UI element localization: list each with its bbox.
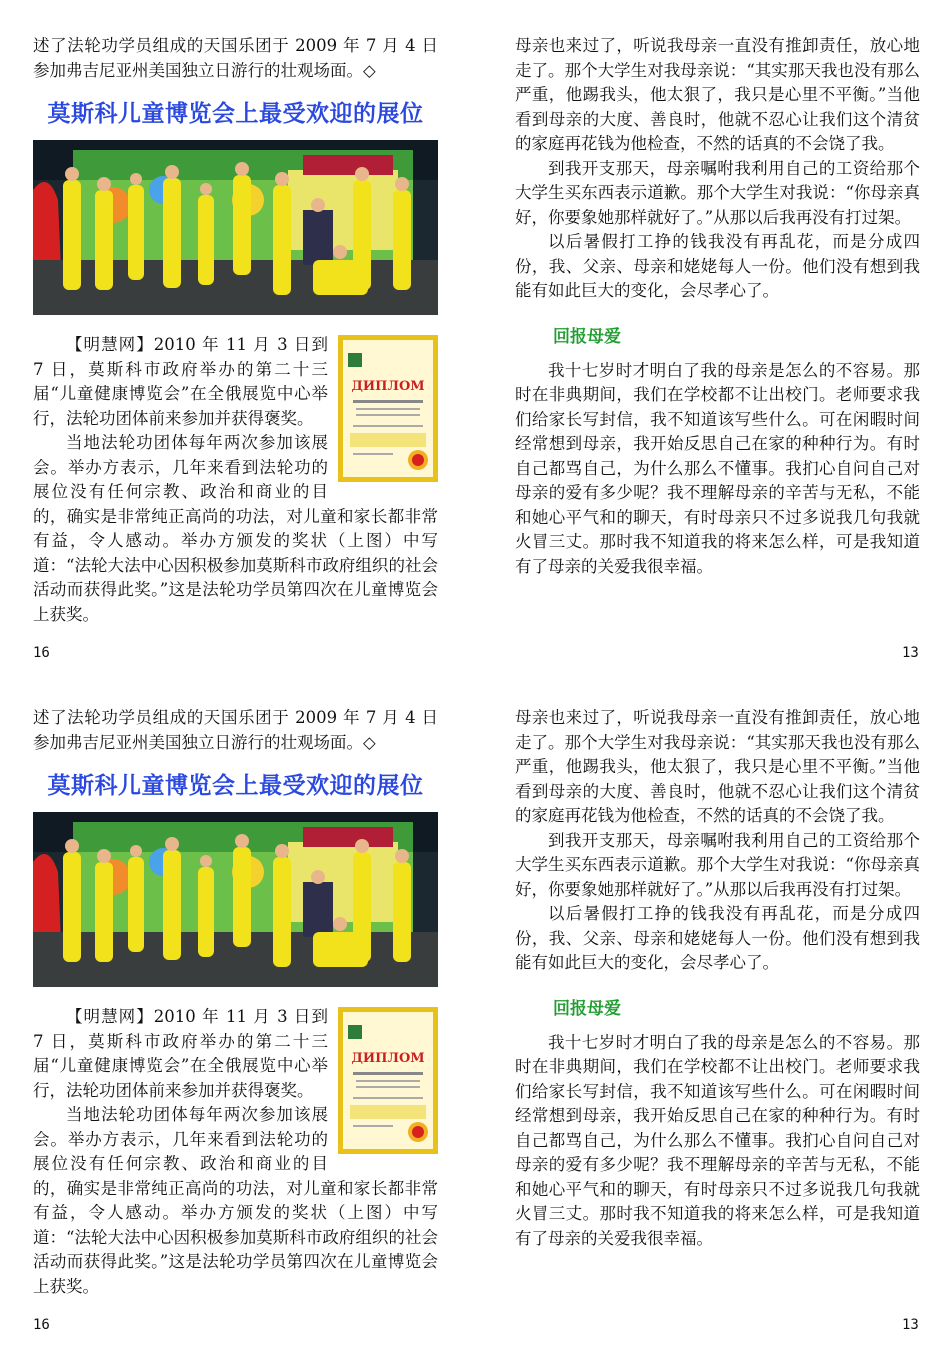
page-number-left: 16 [33,1317,50,1333]
article-paragraph-2: 当地法轮功团体每年两次参加该展会。举办方表示，几年来看到法轮功的展位没有任何宗教、政治和商业的目的，确实是非常纯正高尚的功法，对儿童和家长都非常有益，令人感动。举办方颁发的奖状（上图）中写道：“法轮大法中心因积极参加莫斯科市政府组织的社会活动而获得此奖。”这是法轮功学员第四次在儿童博览会上获奖。 [33,433,438,624]
section-subhead: 回报母爱 [553,326,621,347]
article-body [33,333,438,627]
story-paragraph-1: 母亲也来过了，听说我母亲一直没有推卸责任，放心地走了。那个大学生对我母亲说：“其实那天我也没有那么严重，他踢我头，他太狠了，我只是心里不平衡。”当他看到母亲的大度、善良时，他就不忍心让我们这个清贫的家庭再花钱为他检查，不然的话真的不会饶了我。 [515,36,920,153]
story-paragraph-2: 到我开支那天，母亲嘱咐我利用自己的工资给那个大学生买东西表示道歉。那个大学生对我说：“你母亲真好，你要象她那样就好了。”从那以后我再没有打过架。 [515,158,920,227]
story-paragraph-3: 以后暑假打工挣的钱我没有再乱花，而是分成四份，我、父亲、母亲和姥姥每人一份。他们没有想到我能有如此巨大的变化，会尽孝心了。 [515,904,920,972]
story-paragraph-4: 我十七岁时才明白了我的母亲是怎么的不容易。那时在非典期间，我们在学校都不让出校门。老师要求我们给家长写封信，我不知道该写些什么。可在闲暇时间经常想到母亲，我开始反思自己在家的种种行为。有时自己都骂自己，为什么那么不懂事。我扪心自问自己对母亲的爱有多少呢？我不理解母亲的辛苦与无私，不能和她心平气和的聊天，有时母亲只不过多说我几句我就火冒三丈。那时我不知道我的将来怎么样，可是我知道有了母亲的关爱我很幸福。 [515,360,920,576]
diploma-title: ДИПЛОМ [351,379,425,394]
performers-photo [33,140,438,315]
article-headline: 莫斯科儿童博览会上最受欢迎的展位 [47,101,424,127]
section-subhead: 回报母爱 [553,998,621,1019]
right-column [515,672,920,1251]
left-column [33,672,438,1299]
diploma-image [338,1007,438,1154]
left-column [33,0,438,627]
story-paragraph-3: 以后暑假打工挣的钱我没有再乱花，而是分成四份，我、父亲、母亲和姥姥每人一份。他们没有想到我能有如此巨大的变化，会尽孝心了。 [515,232,920,300]
page-number-right: 13 [902,645,919,661]
story-paragraph-1: 母亲也来过了，听说我母亲一直没有推卸责任，放心地走了。那个大学生对我母亲说：“其实那天我也没有那么严重，他踢我头，他太狠了，我只是心里不平衡。”当他看到母亲的大度、善良时，他就不忍心让我们这个清贫的家庭再花钱为他检查，不然的话真的不会饶了我。 [515,708,920,825]
page-sheet-top [0,0,950,672]
diploma-title: ДИПЛОМ [351,1051,425,1066]
diploma-image [338,335,438,482]
story-paragraph-2: 到我开支那天，母亲嘱咐我利用自己的工资给那个大学生买东西表示道歉。那个大学生对我说：“你母亲真好，你要象她那样就好了。”从那以后我再没有打过架。 [515,830,920,899]
performers-photo [33,812,438,987]
article-paragraph-1: 【明慧网】2010 年 11 月 3 日到 7 日，莫斯科市政府举办的第二十三届“儿童健康博览会”在全俄展览中心举行，法轮功团体前来参加并获得褒奖。 [33,335,328,428]
page-number-right: 13 [902,1317,919,1333]
page-sheet-bottom [0,672,950,1344]
story-paragraph-4: 我十七岁时才明白了我的母亲是怎么的不容易。那时在非典期间，我们在学校都不让出校门。老师要求我们给家长写封信，我不知道该写些什么。可在闲暇时间经常想到母亲，我开始反思自己在家的种种行为。有时自己都骂自己，为什么那么不懂事。我扪心自问自己对母亲的爱有多少呢？我不理解母亲的辛苦与无私，不能和她心平气和的聊天，有时母亲只不过多说我几句我就火冒三丈。那时我不知道我的将来怎么样，可是我知道有了母亲的关爱我很幸福。 [515,1032,920,1248]
article-paragraph-1: 【明慧网】2010 年 11 月 3 日到 7 日，莫斯科市政府举办的第二十三届“儿童健康博览会”在全俄展览中心举行，法轮功团体前来参加并获得褒奖。 [33,1007,328,1100]
intro-text: 述了法轮功学员组成的天国乐团于 2009 年 7 月 4 日参加弗吉尼亚州美国独立日游行的壮观场面。◇ [33,708,438,752]
article-paragraph-2: 当地法轮功团体每年两次参加该展会。举办方表示，几年来看到法轮功的展位没有任何宗教、政治和商业的目的，确实是非常纯正高尚的功法，对儿童和家长都非常有益，令人感动。举办方颁发的奖状（上图）中写道：“法轮大法中心因积极参加莫斯科市政府组织的社会活动而获得此奖。”这是法轮功学员第四次在儿童博览会上获奖。 [33,1105,438,1296]
article-headline: 莫斯科儿童博览会上最受欢迎的展位 [47,773,424,799]
intro-text: 述了法轮功学员组成的天国乐团于 2009 年 7 月 4 日参加弗吉尼亚州美国独立日游行的壮观场面。◇ [33,36,438,80]
page-number-left: 16 [33,645,50,661]
article-body [33,1005,438,1299]
right-column [515,0,920,579]
